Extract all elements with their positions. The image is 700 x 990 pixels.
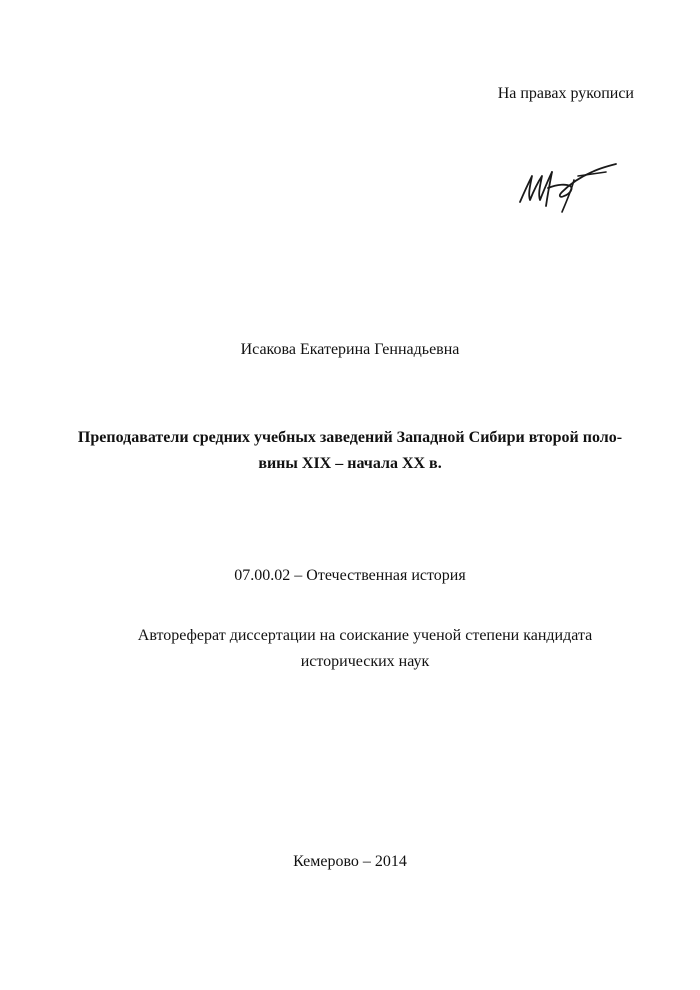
title-line-1: Преподаватели средних учебных заведений Западной Сибири второй поло- bbox=[77, 429, 623, 446]
degree-description bbox=[80, 623, 650, 675]
handwritten-signature-icon bbox=[512, 158, 622, 218]
city-year: Кемерово – 2014 bbox=[293, 853, 407, 870]
degree-line-1: Автореферат диссертации на соискание ученой степени кандидата bbox=[137, 627, 593, 644]
dissertation-title bbox=[66, 425, 634, 477]
degree-line-2: исторических наук bbox=[300, 653, 430, 670]
author-name: Исакова Екатерина Геннадьевна bbox=[240, 341, 460, 358]
specialty-code: 07.00.02 – Отечественная история bbox=[234, 567, 466, 584]
title-line-2: вины XIX – начала XX в. bbox=[258, 455, 442, 472]
rights-note: На правах рукописи bbox=[497, 85, 634, 102]
